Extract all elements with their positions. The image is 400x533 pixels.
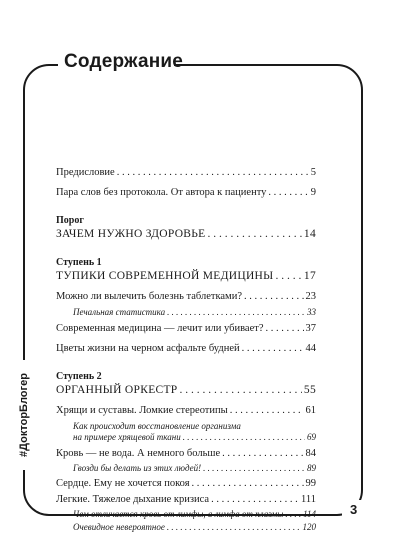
toc-entry-page: 61 xyxy=(306,404,317,417)
toc-leader-dots xyxy=(266,322,304,335)
page-title: Содержание xyxy=(64,51,183,73)
toc-entry-title: ЗАЧЕМ НУЖНО ЗДОРОВЬЕ xyxy=(56,227,206,241)
toc-entry-page: 89 xyxy=(307,463,316,475)
toc-entry-page: 84 xyxy=(306,447,317,460)
toc-subentry-line1: Как происходит восстановление организма xyxy=(56,421,316,433)
part-label-step2: Ступень 2 xyxy=(56,371,316,383)
toc-entry[interactable] xyxy=(56,477,316,490)
toc-entry-page: 111 xyxy=(301,493,316,506)
part-label-porog: Порог xyxy=(56,215,316,227)
toc-entry-title: Цветы жизни на черном асфальте будней xyxy=(56,342,240,355)
toc-entry-page: 23 xyxy=(306,290,317,303)
part-label-step1: Ступень 1 xyxy=(56,257,316,269)
toc-entry-title: Современная медицина — лечит или убивает? xyxy=(56,322,264,335)
toc-entry[interactable] xyxy=(56,493,316,506)
toc-entry[interactable] xyxy=(56,322,316,335)
hashtag-label: #ДокторБлогер xyxy=(18,373,30,457)
toc-leader-dots xyxy=(211,493,299,506)
toc-entry-page: 9 xyxy=(311,186,316,199)
toc-entry-page: 55 xyxy=(304,383,316,397)
toc-leader-dots xyxy=(244,290,304,303)
toc-leader-dots xyxy=(222,447,303,460)
toc-entry-title: Гвозди бы делать из этих людей! xyxy=(73,463,201,475)
toc-entry-page: 44 xyxy=(306,342,317,355)
toc-subentry[interactable] xyxy=(56,307,316,319)
toc-leader-dots xyxy=(268,186,308,199)
toc-entry[interactable] xyxy=(56,447,316,460)
toc-leader-dots xyxy=(230,404,304,417)
toc-leader-dots xyxy=(275,269,301,283)
toc-entry-preface[interactable] xyxy=(56,166,316,179)
toc-leader-dots xyxy=(167,522,301,533)
toc-leader-dots xyxy=(180,383,302,397)
toc-subentry[interactable] xyxy=(56,463,316,475)
toc-leader-dots xyxy=(203,463,305,475)
toc-entry-page: 14 xyxy=(304,227,316,241)
toc-heading-step2[interactable] xyxy=(56,383,316,397)
toc-leader-dots xyxy=(192,477,304,490)
toc-heading-porog[interactable] xyxy=(56,227,316,241)
toc-leader-dots xyxy=(285,509,301,521)
toc-entry-title: ТУПИКИ СОВРЕМЕННОЙ МЕДИЦИНЫ xyxy=(56,269,273,283)
table-of-contents xyxy=(56,166,316,533)
toc-entry[interactable] xyxy=(56,290,316,303)
toc-entry-title: Можно ли вылечить болезнь таблетками? xyxy=(56,290,242,303)
toc-entry-page: 17 xyxy=(304,269,316,283)
toc-leader-dots xyxy=(208,227,302,241)
toc-entry-title: Хрящи и суставы. Ломкие стереотипы xyxy=(56,404,228,417)
toc-leader-dots xyxy=(183,432,305,444)
toc-subentry[interactable] xyxy=(56,432,316,444)
toc-entry-title: Легкие. Тяжелое дыхание кризиса xyxy=(56,493,209,506)
toc-entry-page: 99 xyxy=(306,477,317,490)
toc-entry-page: 120 xyxy=(303,522,317,533)
toc-subentry[interactable] xyxy=(56,509,316,521)
toc-entry-title: Печальная статистика xyxy=(73,307,165,319)
toc-leader-dots xyxy=(167,307,305,319)
toc-entry-page: 37 xyxy=(306,322,317,335)
toc-entry-title: ОРГАННЫЙ ОРКЕСТР xyxy=(56,383,178,397)
toc-entry-title: Пара слов без протокола. От автора к пациенту xyxy=(56,186,266,199)
toc-entry-title: Сердце. Ему не хочется покоя xyxy=(56,477,190,490)
toc-entry-page: 114 xyxy=(303,509,316,521)
toc-entry-title: Очевидное невероятное xyxy=(73,522,165,533)
toc-leader-dots xyxy=(117,166,309,179)
toc-heading-step1[interactable] xyxy=(56,269,316,283)
toc-entry[interactable] xyxy=(56,404,316,417)
toc-entry-title: Кровь — не вода. А немного больше xyxy=(56,447,220,460)
toc-entry-title: Предисловие xyxy=(56,166,115,179)
toc-entry-author-note[interactable] xyxy=(56,186,316,199)
page-number: 3 xyxy=(350,502,357,517)
toc-entry-page: 33 xyxy=(307,307,316,319)
toc-entry[interactable] xyxy=(56,342,316,355)
toc-entry-title: на примере хрящевой ткани xyxy=(73,432,181,444)
toc-entry-title: Чем отличается кровь от лимфы, а лимфа от плазмы xyxy=(73,509,283,521)
toc-entry-page: 69 xyxy=(307,432,316,444)
toc-leader-dots xyxy=(242,342,304,355)
toc-entry-page: 5 xyxy=(311,166,316,179)
toc-subentry[interactable] xyxy=(56,522,316,533)
